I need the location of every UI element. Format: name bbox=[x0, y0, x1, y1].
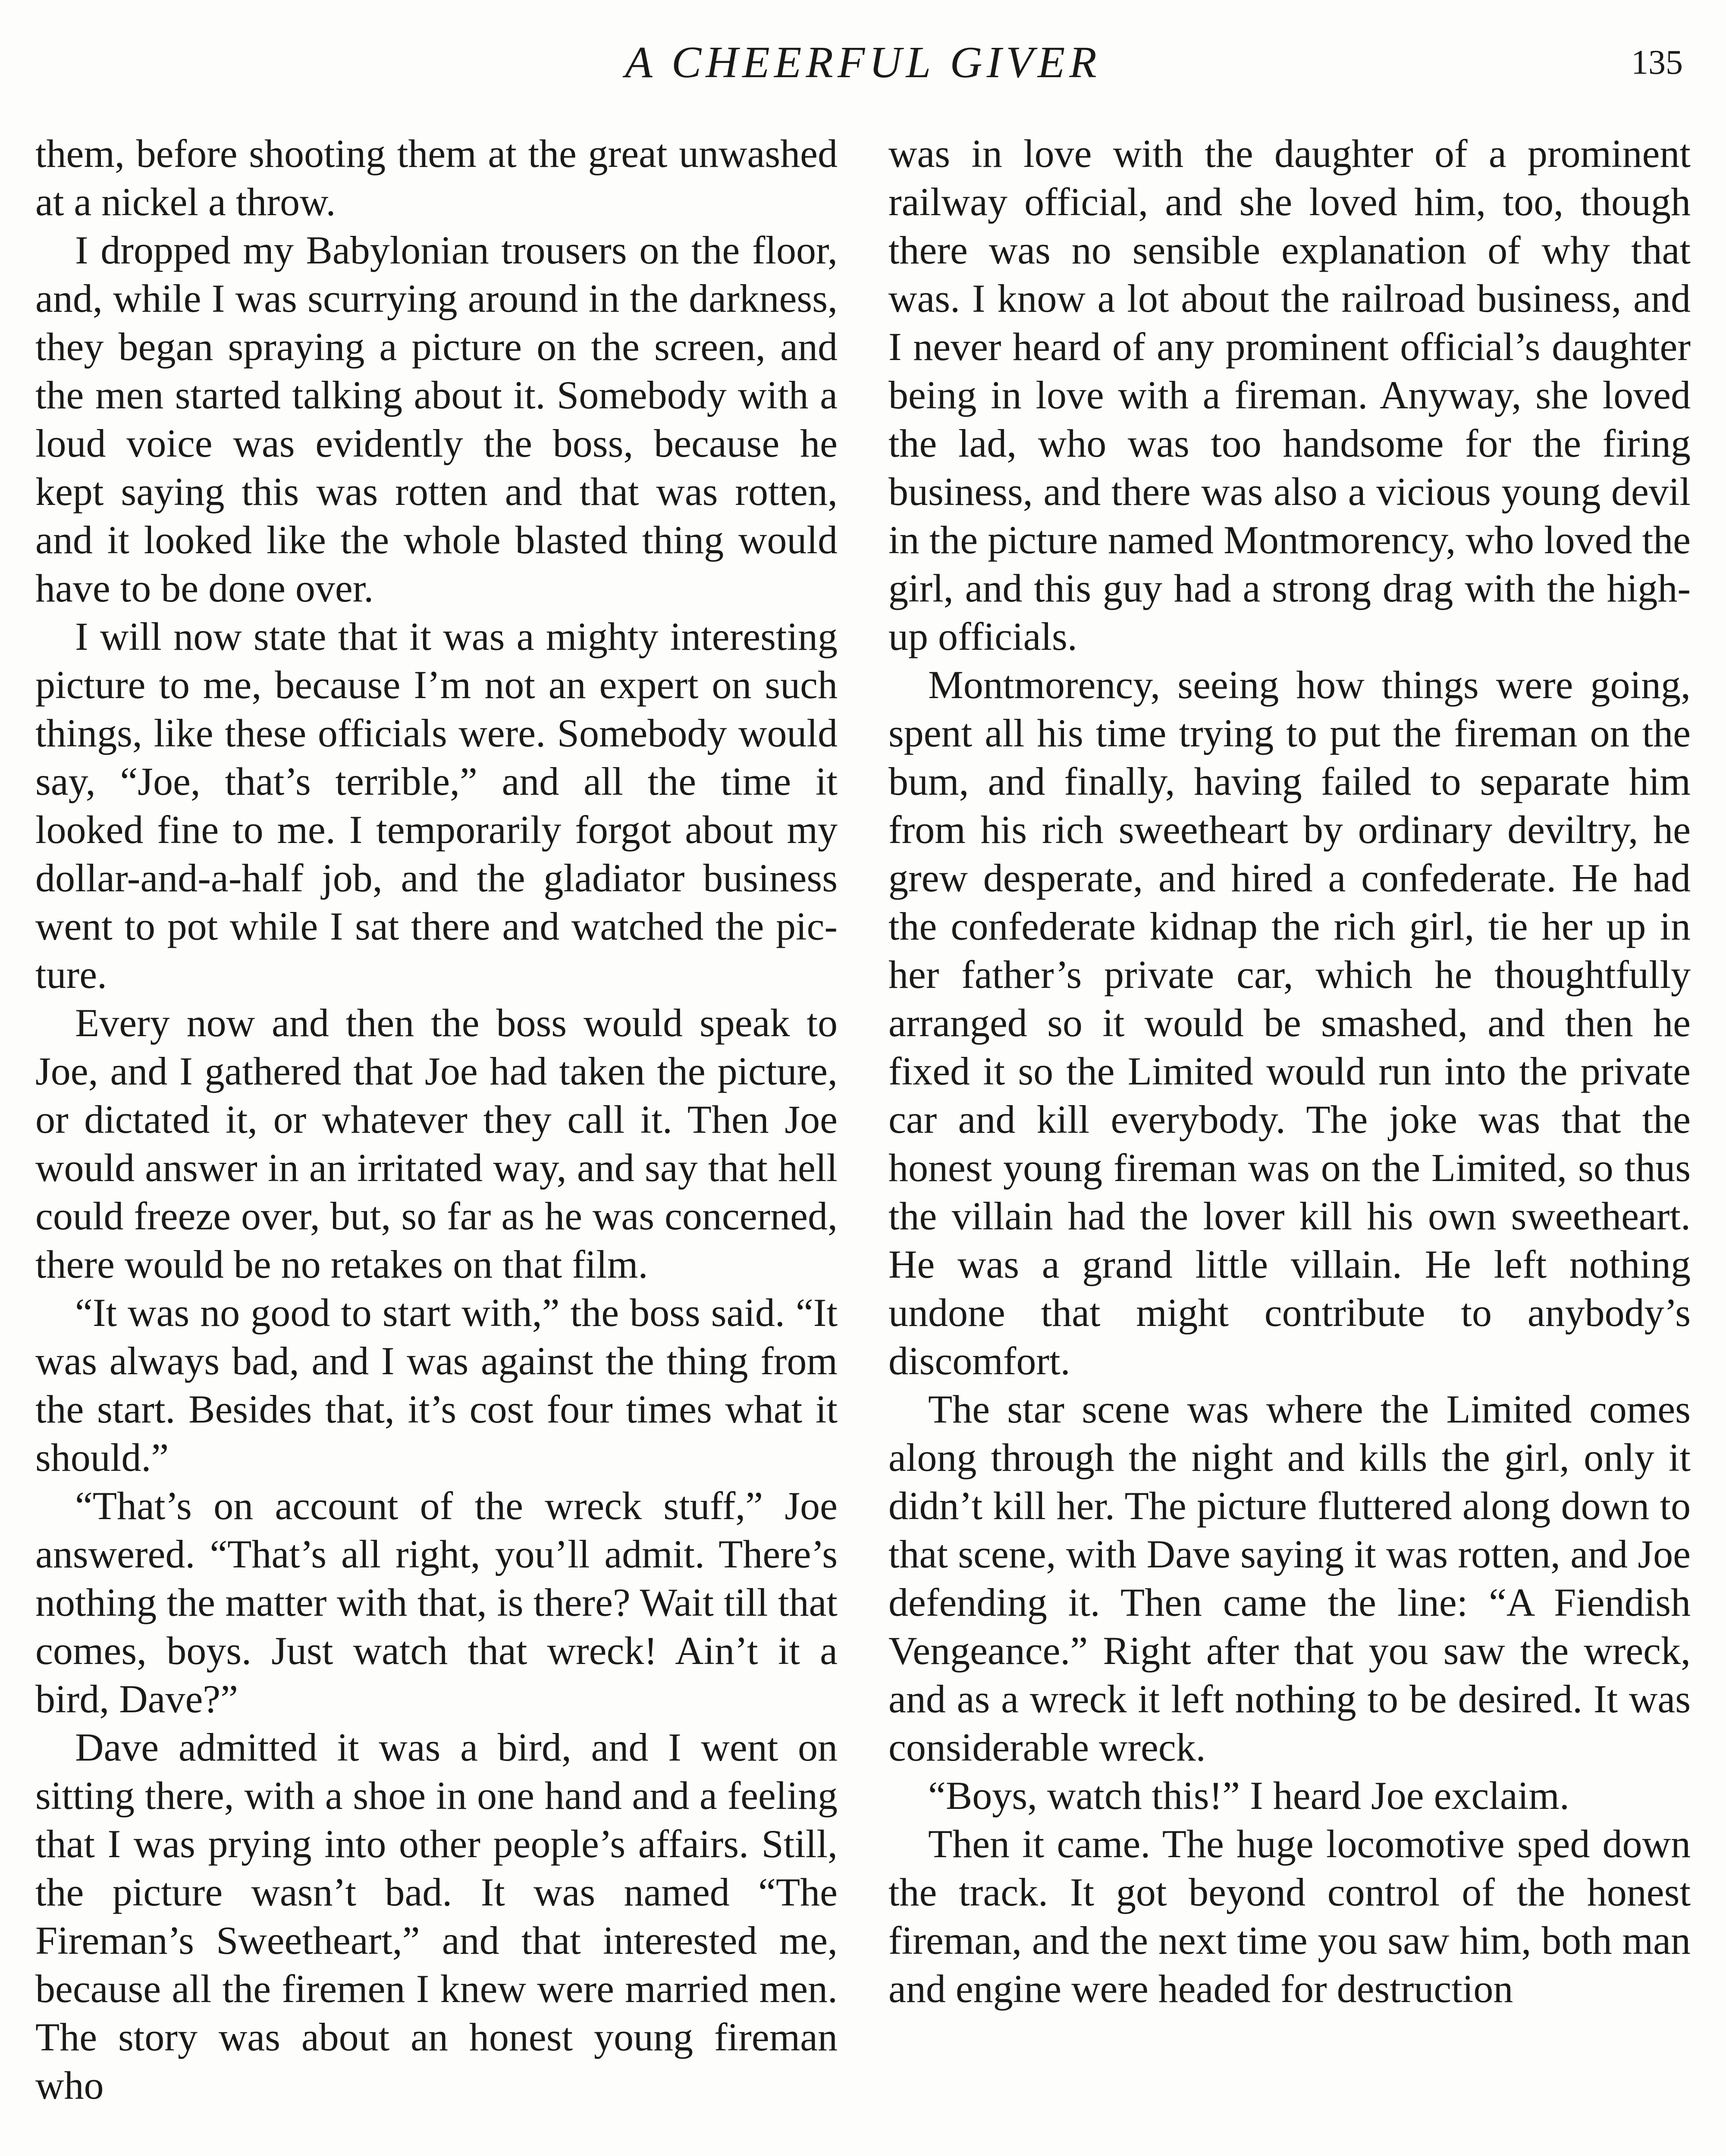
paragraph: “It was no good to start with,” the boss said. “It was always bad, and I was against the thing from the start. Besides that, it’s cost four times what it should.” bbox=[35, 1291, 838, 1479]
running-head bbox=[0, 30, 1726, 95]
paragraph: Montmorency, seeing how things were going, spent all his time trying to put the fireman on the bum, and finally, having failed to separate him from his rich sweetheart by ordinary deviltry, he grew desperate, and hired a confederate. He had the confederate kidnap the rich girl, tie her up in her father’s private car, which he thoughtfully arranged so it would be smashed, and then he fixed it so the Limited would run into the private car and kill everybody. The joke was that the honest young fireman was on the Limited, so thus the villain had the lover kill his own sweetheart. He was a grand little villain. He left nothing undone that might contribute to anybody’s discomfort. bbox=[888, 663, 1691, 1383]
paragraph: I will now state that it was a mighty interesting picture to me, because I’m not an expert on such things, like these officials were. Somebody would say, “Joe, that’s terrible,” and all the time it looked fine to me. I temporarily forgot about my dollar-and-a-half job, and the gladiator business went to pot while I sat there and watched the picture. bbox=[35, 614, 838, 997]
running-title: A CHEERFUL GIVER bbox=[625, 38, 1101, 87]
paragraph: Dave admitted it was a bird, and I went on sitting there, with a shoe in one hand and a feeling that I was prying into other people’s affairs. Still, the picture wasn’t bad. It was named “The Fireman’s Sweetheart,” and that interested me, because all the firemen I knew were married men. The story was about an honest young fireman who bbox=[35, 1725, 838, 2107]
left-column bbox=[35, 129, 838, 2109]
paragraph: The star scene was where the Limited comes along through the night and kills the girl, only it didn’t kill her. The picture fluttered along down to that scene, with Dave saying it was rotten, and Joe defending it. Then came the line: “A Fiendish Vengeance.” Right after that you saw the wreck, and as a wreck it left nothing to be desired. It was considerable wreck. bbox=[888, 1387, 1691, 1769]
paragraph: them, before shooting them at the great unwashed at a nickel a throw. bbox=[35, 132, 838, 224]
paragraph: I dropped my Babylonian trousers on the floor, and, while I was scurrying around in the darkness, they began spraying a picture on the screen, and the men started talking about it. Somebody with a loud voice was evidently the boss, because he kept saying this was rotten and that was rotten, and it looked like the whole blasted thing would have to be done over. bbox=[35, 228, 838, 610]
paragraph: Every now and then the boss would speak to Joe, and I gathered that Joe had taken the picture, or dictated it, or whatever they call it. Then Joe would answer in an irritated way, and say that hell could freeze over, but, so far as he was concerned, there would be no retakes on that film. bbox=[35, 1001, 838, 1286]
paragraph: Then it came. The huge locomotive sped down the track. It got beyond control of the honest fireman, and the next time you saw him, both man and engine were headed for destruction bbox=[888, 1822, 1691, 2011]
right-column bbox=[888, 129, 1691, 2013]
paragraph: “Boys, watch this!” I heard Joe exclaim. bbox=[928, 1774, 1569, 1818]
paragraph: “That’s on account of the wreck stuff,” Joe answered. “That’s all right, you’ll admit. There’s nothing the matter with that, is there? Wait till that comes, boys. Just watch that wreck! Ain’t it a bird, Dave?” bbox=[35, 1484, 838, 1721]
page-number: 135 bbox=[1631, 44, 1683, 81]
paragraph: was in love with the daughter of a prominent railway official, and she loved him, too, though there was no sensible explanation of why that was. I know a lot about the railroad business, and I never heard of any prominent official’s daughter being in love with a fireman. Anyway, she loved the lad, who was too handsome for the firing business, and there was also a vicious young devil in the picture named Montmorency, who loved the girl, and this guy had a strong drag with the high-up officials. bbox=[888, 132, 1691, 658]
